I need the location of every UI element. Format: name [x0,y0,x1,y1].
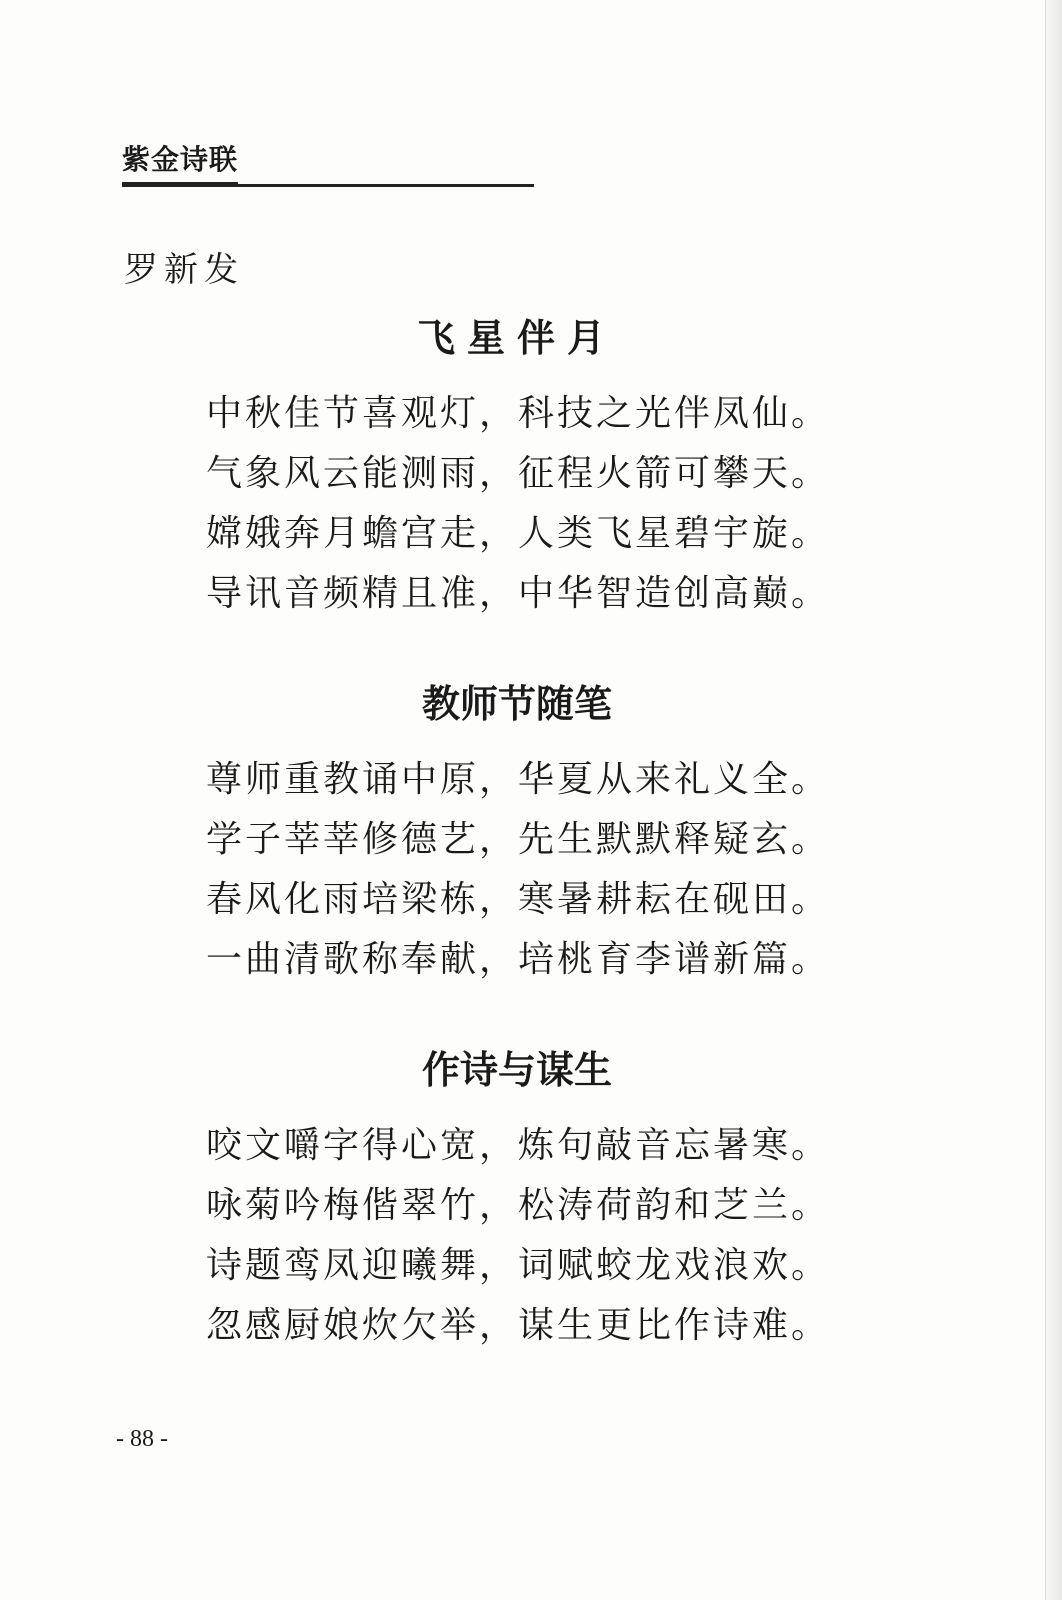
poem-line: 学子莘莘修德艺，先生默默释疑玄。 [206,819,831,860]
poem-line: 嫦娥奔月蟾宫走，人类飞星碧宇旋。 [206,513,831,554]
section-title: 紫金诗联 [122,142,238,184]
poem-lines [206,384,846,624]
poem-title: 作诗与谋生 [421,1047,612,1092]
poem-lines [206,750,846,990]
poem-lines [206,1116,846,1356]
poem-line: 气象风云能测雨，征程火箭可攀天。 [206,453,831,494]
page-edge [1045,0,1062,1600]
author-name: 罗新发 [124,250,244,290]
poem-line: 尊师重教诵中原，华夏从来礼义全。 [206,759,831,800]
poem-line: 春风化雨培梁栋，寒暑耕耘在砚田。 [206,879,831,920]
running-header [122,142,534,187]
header-rule [122,184,534,187]
poem-line: 咏菊吟梅偕翠竹，松涛荷韵和芝兰。 [206,1185,831,1226]
poem-line: 咬文嚼字得心宽，炼句敲音忘暑寒。 [206,1125,831,1166]
poem [0,680,1062,980]
poem-line: 一曲清歌称奉献，培桃育李谱新篇。 [206,939,831,980]
poem [0,1046,1062,1346]
poem-title: 飞星伴月 [416,315,617,360]
poem [0,314,1062,614]
poem-line: 忽感厨娘炊欠举，谋生更比作诗难。 [206,1305,831,1346]
poem-line: 中秋佳节喜观灯，科技之光伴凤仙。 [206,393,831,434]
poem-line: 导讯音频精且准，中华智造创高巅。 [206,573,831,614]
poem-title: 教师节随笔 [421,681,612,726]
page-number: - 88 - [116,1426,168,1452]
poem-line: 诗题鸾凤迎曦舞，词赋蛟龙戏浪欢。 [206,1245,831,1286]
